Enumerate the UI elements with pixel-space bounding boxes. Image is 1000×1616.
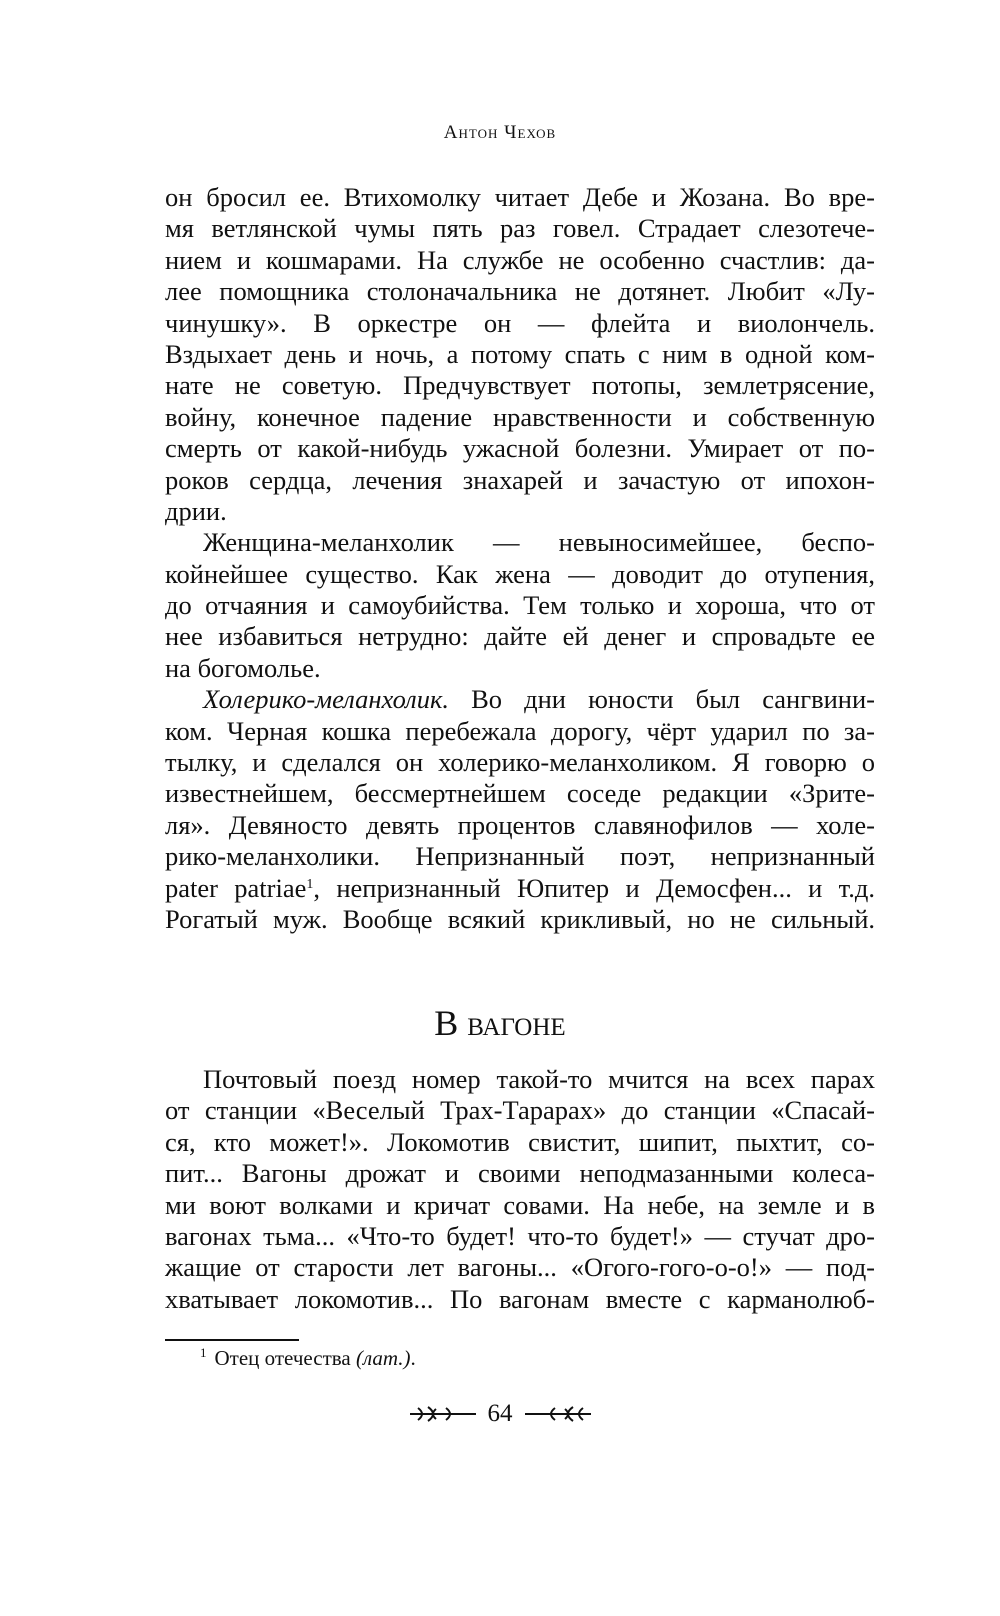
line-text: мя ветлянской чумы пять раз говел. Страдает слезотече-	[165, 213, 875, 244]
line-text: pater patriae	[165, 872, 307, 903]
text-line	[165, 653, 875, 684]
line-text: до отчаяния и самоубийства. Тем только и хороша, что от	[165, 590, 875, 621]
text-line	[165, 308, 875, 339]
body-text-top	[165, 182, 875, 935]
footnote-number: 1	[200, 1345, 207, 1360]
chapter-heading: В вагоне	[434, 1003, 566, 1043]
line-text: тылку, и сделался он холерико-меланхоликом. Я говорю о	[165, 747, 875, 778]
text-line: от станции «Веселый Трах-Тарарах» до станции «Спасай-	[165, 1095, 875, 1126]
line-text: на богомолье.	[165, 652, 321, 683]
footnote-text: Отец отечества	[214, 1346, 356, 1370]
text-line	[165, 841, 875, 872]
text-line	[165, 465, 875, 496]
line-text: смерть от какой-нибудь ужасной болезни. Умирает от по-	[165, 433, 875, 464]
line-text: ля». Девяносто девять процентов славянофилов — холе-	[165, 809, 875, 840]
text-line	[165, 716, 875, 747]
page-number-area	[0, 1400, 1000, 1428]
footnote-rule	[165, 1339, 299, 1341]
line-text: дрии.	[165, 495, 227, 526]
text-line	[165, 873, 875, 904]
text-line	[165, 904, 875, 935]
footnote-italic: (лат.)	[355, 1346, 411, 1370]
text-line	[165, 370, 875, 401]
text-line	[165, 778, 875, 809]
line-text: войну, конечное падение нравственности и собственную	[165, 401, 875, 432]
line-text: Женщина-меланхолик — невыносимейшее, беспо-	[203, 527, 875, 558]
right-ornament-icon	[523, 1404, 593, 1424]
text-line	[165, 245, 875, 276]
line-text: нее избавиться нетрудно: дайте ей денег и спровадьте ее	[165, 621, 875, 652]
text-line: хватывает локомотив... По вагонам вместе с карманолюб-	[165, 1283, 875, 1314]
line-text: нием и кошмарами. На службе не особенно счастлив: да-	[165, 244, 875, 275]
line-text: койнейшее существо. Как жена — доводит до отупения,	[165, 558, 875, 589]
text-line	[165, 496, 875, 527]
text-line	[165, 590, 875, 621]
footnote	[200, 1346, 416, 1371]
text-line: вагонах тьма... «Что-то будет! что-то будет!» — стучат дро-	[165, 1220, 875, 1251]
text-line	[165, 339, 875, 370]
running-header: Антон Чехов	[443, 122, 557, 143]
text-line: ми воют волками и кричат совами. На небе, на земле и в	[165, 1189, 875, 1220]
text-line	[165, 559, 875, 590]
text-line	[165, 621, 875, 652]
line-text: рико-меланхолики. Непризнанный поэт, непризнанный	[165, 841, 875, 872]
text-line	[165, 276, 875, 307]
text-line: жащие от старости лет вагоны... «Огого-гого-о-о!» — под-	[165, 1252, 875, 1283]
page-number: 64	[487, 1400, 513, 1427]
text-line	[165, 810, 875, 841]
line-text: роков сердца, лечения знахарей и зачастую от ипохон-	[165, 464, 875, 495]
line-text: известнейшем, бессмертнейшем соседе редакции «Зрите-	[165, 778, 875, 809]
footnote-ref: 1	[306, 876, 314, 892]
line-text: Во дни юности был сангвини-	[449, 684, 875, 715]
text-line: пит... Вагоны дрожат и своими неподмазанными колеса-	[165, 1158, 875, 1189]
text-line	[165, 527, 875, 558]
line-text: Вздыхает день и ночь, а потому спать с ним в одной ком-	[165, 338, 875, 369]
left-ornament-icon	[408, 1404, 478, 1424]
chapter-text	[165, 1064, 875, 1315]
italic-lead: Холерико-меланхолик.	[203, 684, 449, 715]
text-line	[165, 684, 875, 715]
text-line	[165, 182, 875, 213]
line-text: нате не советую. Предчувствует потопы, землетрясение,	[165, 370, 875, 401]
line-text: ком. Черная кошка перебежала дорогу, чёрт ударил по за-	[165, 715, 875, 746]
text-line	[165, 213, 875, 244]
text-line: Почтовый поезд номер такой-то мчится на всех парах	[203, 1064, 875, 1094]
line-text: лее помощника столоначальника не дотянет. Любит «Лу-	[165, 276, 875, 307]
line-text: он бросил ее. Втихомолку читает Дебе и Жозана. Во вре-	[165, 182, 875, 212]
text-line	[165, 433, 875, 464]
line-text: Рогатый муж. Вообще всякий крикливый, но не сильный.	[165, 903, 875, 934]
text-line	[165, 747, 875, 778]
line-text: , непризнанный Юпитер и Демосфен... и т.д.	[313, 872, 876, 903]
line-text: чинушку». В оркестре он — флейта и виолончель.	[165, 307, 875, 338]
footnote-end: .	[410, 1346, 416, 1370]
text-line	[165, 402, 875, 433]
text-line: ся, кто может!». Локомотив свистит, шипит, пыхтит, со-	[165, 1126, 875, 1157]
